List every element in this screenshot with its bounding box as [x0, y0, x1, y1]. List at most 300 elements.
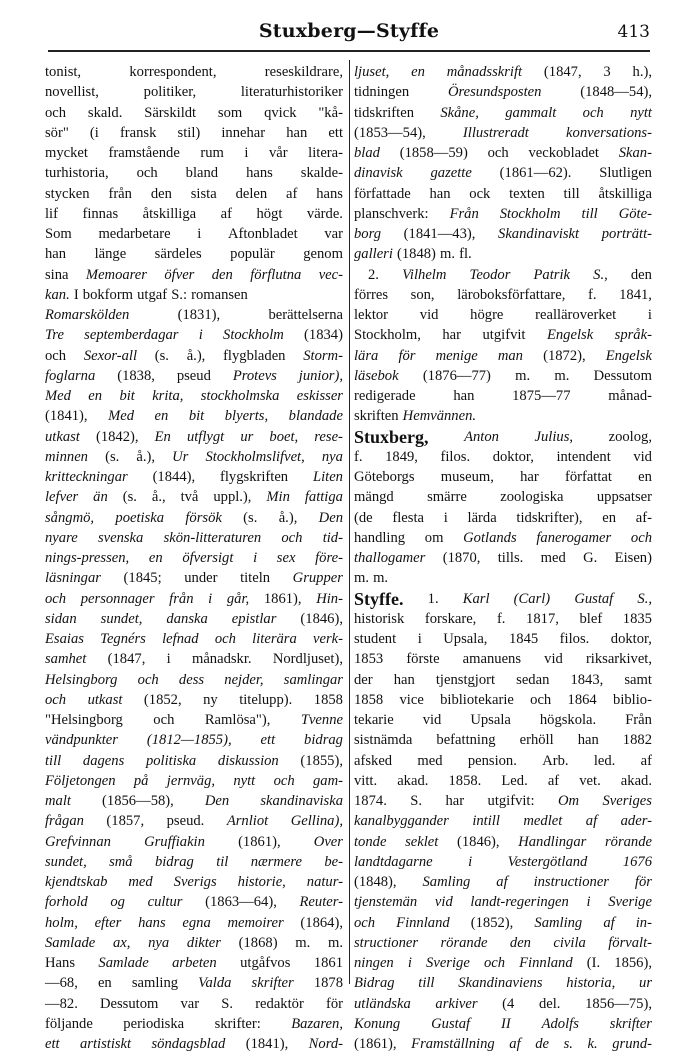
word: till [418, 975, 435, 992]
word: af [640, 752, 652, 769]
word: Aftonbladet [227, 226, 298, 242]
word: landtdagarne [354, 853, 433, 870]
word: skrifter [609, 1015, 652, 1032]
word: han [453, 388, 475, 404]
word: eskisser [296, 388, 343, 404]
word: pension. [467, 752, 517, 769]
word: (s. [243, 509, 258, 526]
word: stil) [177, 124, 201, 141]
word: de [535, 1036, 549, 1052]
word: den [211, 266, 233, 283]
word: Engelsk [546, 327, 594, 344]
word: Adolfs [541, 1015, 579, 1032]
word: för [325, 995, 343, 1012]
text-line [45, 265, 343, 285]
word: m. [554, 367, 570, 384]
text-line [45, 953, 343, 973]
text-line [45, 224, 343, 244]
word: f. [587, 286, 597, 303]
word: (1838, [117, 367, 155, 384]
word: til [216, 853, 229, 870]
word: doktor, [610, 631, 652, 647]
word: danska [166, 610, 208, 627]
text-line [45, 325, 343, 345]
word: (1841), [245, 1036, 289, 1052]
word: skrifter: [214, 1015, 261, 1032]
word: före- [315, 550, 343, 566]
word: Följetongen [45, 772, 116, 789]
word: förflutna [250, 266, 302, 283]
text-line [45, 933, 343, 953]
word: Ur [172, 448, 189, 465]
text-line [354, 285, 652, 305]
word: dess [178, 671, 205, 688]
word: in- [635, 914, 652, 931]
word: var [180, 995, 200, 1012]
word: nya [321, 448, 343, 465]
word: frågan [45, 813, 84, 830]
word: (1863—64), [205, 894, 277, 911]
text-line [354, 62, 652, 82]
word: den [509, 934, 531, 951]
text-line [354, 123, 652, 143]
word: försök [185, 509, 222, 526]
text-line [354, 265, 652, 285]
word: vid [434, 894, 453, 911]
word: grund- [612, 1036, 652, 1052]
text-line [354, 204, 652, 224]
word: (Carl) [513, 590, 551, 607]
word: små [109, 853, 133, 870]
word: Finnland [396, 914, 450, 931]
word: och [530, 691, 552, 708]
word: forskare, [424, 610, 477, 627]
word: dinavisk [354, 165, 403, 182]
word: skald. [87, 104, 123, 121]
text-line [45, 771, 343, 791]
word: månad- [608, 388, 652, 404]
word: af [220, 205, 232, 222]
word: 1861 [313, 955, 343, 971]
word: sedan [516, 671, 550, 688]
word: den [630, 266, 652, 283]
word: från [108, 185, 132, 202]
word: periodiska [123, 1015, 185, 1032]
word: (1861), [238, 833, 281, 850]
word: (de [354, 509, 373, 526]
word: arkiver [435, 995, 478, 1012]
word: Med [108, 408, 135, 425]
word: rörande [604, 833, 652, 850]
word: ett [260, 732, 276, 749]
word: Göte- [618, 205, 652, 222]
word: Hans [45, 955, 75, 971]
text-line [45, 244, 343, 264]
word: Skandinaviskt [498, 226, 580, 242]
word: två [180, 489, 199, 506]
word: Illustreradt [462, 124, 529, 141]
word: kritteckningar [45, 469, 128, 485]
word: ur [240, 428, 254, 445]
word: nærmere [250, 853, 303, 870]
word: förste [406, 651, 440, 668]
word: historia, [566, 975, 616, 992]
word: en [97, 975, 112, 992]
word: (1870, [442, 550, 481, 566]
word: öfversigt [182, 550, 234, 566]
text-line [45, 508, 343, 528]
text-line [354, 386, 652, 406]
word: m. [515, 367, 531, 384]
text-line [45, 82, 343, 102]
word: personnager [80, 590, 155, 607]
text-line [354, 487, 652, 507]
word: hans [138, 914, 166, 931]
word: I [73, 286, 79, 303]
word: och [45, 347, 67, 364]
text-line [354, 670, 652, 690]
text-line [354, 791, 652, 811]
text-line [45, 832, 343, 852]
word: bit [119, 388, 135, 404]
word: Karl [462, 590, 490, 607]
word: uppl.), [213, 489, 252, 506]
word: innehar [221, 124, 266, 141]
word: (s. [154, 347, 169, 364]
text-line [45, 285, 343, 305]
text-line [354, 892, 652, 912]
word: kan. [45, 286, 70, 303]
word: skandinaviska [260, 793, 343, 809]
word: Sverigs [173, 874, 217, 890]
word: vitt. [354, 772, 378, 789]
word: Nordljuset), [272, 651, 343, 668]
word: Teodor [469, 266, 511, 283]
text-line [45, 1034, 343, 1054]
word: och [153, 712, 175, 728]
text-line [354, 872, 652, 892]
entry-headword: Styffe. [354, 588, 404, 609]
word: biblio- [613, 691, 652, 708]
word: 1853 [354, 651, 384, 668]
word: konversations- [566, 124, 652, 141]
entry-headword: Stuxberg, [354, 426, 429, 447]
word: utgifvit: [487, 793, 535, 809]
word: led. [593, 752, 616, 769]
word: seklet [405, 833, 439, 850]
word: filos. [440, 448, 471, 465]
word: han [429, 185, 451, 202]
word: bibliotekarie [440, 691, 514, 708]
word: Nord- [308, 1036, 343, 1052]
word: månadskr. [191, 651, 252, 668]
word: med [417, 752, 443, 769]
word: af [286, 185, 298, 202]
word: borg [354, 226, 382, 242]
word: riksarkivet, [585, 651, 652, 668]
word: 1817, [526, 610, 559, 627]
text-line [354, 366, 652, 386]
text-line [354, 406, 652, 426]
word: Från [625, 712, 652, 728]
word: populär [230, 246, 275, 263]
word: 1835 [622, 610, 652, 627]
text-line [45, 852, 343, 872]
word: i [647, 307, 652, 323]
text-line [354, 973, 652, 993]
text-line [45, 791, 343, 811]
word: för [398, 347, 416, 364]
text-line [354, 325, 652, 345]
word: (1847, [543, 64, 582, 80]
word: handling [354, 529, 406, 546]
text-line [45, 973, 343, 993]
word: Reuter- [299, 894, 343, 911]
text-column-right [354, 62, 652, 1054]
text-line [45, 386, 343, 406]
text-line [354, 852, 652, 872]
word: ur [639, 975, 652, 992]
word: ningen [354, 955, 394, 971]
word: dagens [82, 752, 125, 769]
word: —68, [45, 975, 78, 992]
word: kjendtskab [45, 874, 108, 890]
column-divider [349, 60, 350, 984]
word: samlingar [283, 671, 343, 688]
word: till [563, 185, 580, 202]
word: 1856—75), [585, 995, 652, 1012]
word: litera- [308, 145, 343, 161]
text-line [45, 305, 343, 325]
word: lärda [467, 509, 497, 526]
word: (1845; [123, 570, 162, 587]
word: S. [410, 793, 423, 809]
word: befattning [436, 732, 496, 749]
word: Hemvännen. [402, 408, 477, 425]
word: finnas [82, 205, 119, 222]
word: ett [45, 1036, 60, 1052]
text-line [354, 528, 652, 548]
word: värde. [306, 205, 343, 222]
word: Gustaf [431, 1015, 471, 1032]
word: läsningar [45, 570, 101, 587]
word: och [45, 104, 67, 121]
word: hans [316, 185, 343, 202]
word: intill [472, 813, 500, 830]
word: pseud. [166, 813, 205, 830]
word: hans [246, 165, 273, 182]
word: som [217, 104, 243, 121]
word: (1848—54), [580, 84, 652, 101]
word: i [468, 853, 473, 870]
word: G. [583, 550, 598, 566]
word: Upsala, [443, 631, 488, 647]
word: (1842), [95, 428, 139, 445]
word: uppsatser [596, 489, 652, 506]
word: Sverige [608, 894, 652, 911]
word: en [411, 64, 425, 80]
text-line [354, 629, 652, 649]
word: Gruffiakin [144, 833, 205, 850]
word: Vilhelm [402, 266, 447, 283]
word: författade [354, 185, 411, 202]
word: nytt [233, 772, 256, 789]
word: i [417, 631, 422, 647]
word: svenska [97, 529, 144, 546]
word: rum [200, 145, 224, 161]
word: åtskilliga [598, 185, 652, 202]
word: medlet [523, 813, 563, 830]
word: del. [538, 995, 561, 1012]
word: der [354, 671, 373, 688]
word: i [407, 955, 412, 971]
word: tjenstgjort [435, 671, 496, 688]
word: fransk [119, 124, 157, 141]
word: (1857, [106, 813, 145, 830]
word: ny [203, 691, 218, 708]
word: Samling [422, 874, 471, 890]
word: m. [327, 934, 343, 951]
word: tidskrifter), [516, 509, 583, 526]
word: utgaf [137, 286, 168, 303]
text-line [354, 1014, 652, 1034]
word: i [253, 550, 258, 566]
word: till [581, 205, 598, 222]
word: bidrag [154, 853, 194, 870]
word: vid [633, 448, 652, 465]
word: politiska [145, 752, 197, 769]
word: i [197, 226, 202, 242]
word: Tvenne [300, 712, 343, 728]
word: m. [440, 246, 455, 263]
text-line [354, 751, 652, 771]
word: sistnämda [354, 732, 413, 749]
word: högre [470, 307, 504, 323]
text-line [45, 163, 343, 183]
word: politiker, [143, 84, 197, 101]
word: porträtt- [601, 226, 652, 242]
word: och [45, 590, 67, 607]
text-column-left [45, 62, 343, 1054]
text-line [354, 953, 652, 973]
word: lefnad [162, 631, 199, 647]
text-line [45, 487, 343, 507]
word: Hin- [316, 590, 343, 607]
word: Grefvinnan [45, 833, 111, 850]
word: (1868) [238, 934, 278, 951]
word: S., [593, 266, 608, 283]
header-rule [48, 50, 650, 52]
word: blandade [288, 408, 343, 425]
word: tills. [497, 550, 524, 566]
word: man [497, 347, 523, 364]
page-header [48, 14, 650, 48]
word: gam- [312, 772, 343, 789]
word: (1812—1855), [146, 732, 232, 749]
word: natur- [306, 874, 343, 890]
word: lära [354, 347, 379, 364]
word: filos. [559, 631, 590, 647]
word: sina [45, 266, 69, 283]
text-line [45, 528, 343, 548]
word: en [154, 408, 169, 425]
word: Stockholm [499, 205, 561, 222]
text-line [354, 163, 652, 183]
word: redaktör [255, 995, 304, 1012]
word: m. [373, 570, 389, 587]
word: (1847, [107, 651, 146, 668]
word: på [133, 772, 149, 789]
word: be- [324, 853, 343, 870]
word: blyerts, [224, 408, 269, 425]
word: (1876—77) [422, 367, 491, 384]
text-line [354, 994, 652, 1014]
word: Over [313, 833, 343, 850]
text-line [45, 649, 343, 669]
text-line [354, 1034, 652, 1054]
word: fanerogamer [536, 529, 612, 546]
word: i [443, 509, 448, 526]
word: skriften [354, 408, 399, 425]
word: till [45, 752, 62, 769]
word: Om [557, 793, 580, 809]
word: junior), [298, 367, 343, 384]
text-line [354, 305, 652, 325]
word: förres [354, 286, 389, 303]
word: (1831), [177, 307, 221, 323]
word: historie, [237, 874, 286, 890]
word: af [547, 772, 560, 789]
word: nytt [630, 104, 652, 121]
word: och [137, 671, 159, 688]
text-line [354, 508, 652, 528]
word: kanalbyggander [354, 813, 449, 830]
word: museum, [440, 469, 494, 485]
text-line [45, 913, 343, 933]
word: sör" [45, 124, 69, 141]
word: sex [276, 550, 296, 566]
word: erhöll [519, 732, 554, 749]
text-line [354, 609, 652, 629]
text-line [354, 710, 652, 730]
word: berättelserna [268, 307, 343, 323]
word: vid [419, 307, 439, 323]
word: Slutligen [599, 165, 652, 182]
text-line [45, 872, 343, 892]
text-line [45, 548, 343, 568]
text-line [45, 609, 343, 629]
running-title: Stuxberg—Styffe [258, 20, 440, 42]
word: Ramlösa"), [204, 712, 271, 728]
text-line [354, 811, 652, 831]
word: högskola. [539, 712, 597, 728]
word: intendent [556, 448, 611, 465]
word: utkast [87, 691, 123, 708]
word: bland [185, 165, 219, 182]
word: memoirer [227, 914, 284, 931]
word: (1872), [543, 347, 586, 364]
text-line [45, 62, 343, 82]
word: Vestergötland [507, 853, 588, 870]
word: vid [422, 712, 442, 728]
word: holm, [45, 914, 78, 931]
text-line [45, 892, 343, 912]
word: m. [295, 934, 311, 951]
word: Konung [354, 1015, 401, 1032]
word: Romarskölden [45, 307, 130, 323]
word: Särskildt [144, 104, 197, 121]
text-line [45, 447, 343, 467]
